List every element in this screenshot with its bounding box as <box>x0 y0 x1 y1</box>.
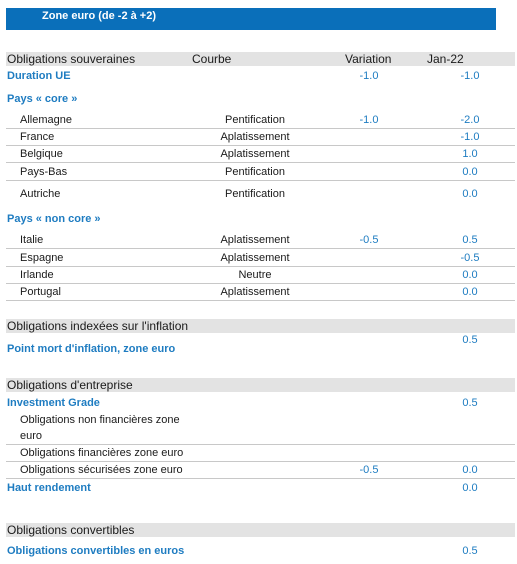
convertibles-item-label: Obligations convertibles en euros <box>7 545 185 557</box>
row-divider <box>6 162 515 163</box>
sec-label: Obligations sécurisées zone euro <box>20 464 183 476</box>
table-banner <box>6 8 496 30</box>
country-label: France <box>20 131 55 143</box>
country-label: Italie <box>20 234 44 246</box>
jan-value: 0.0 <box>462 286 478 298</box>
jan-value: -1.0 <box>460 131 480 143</box>
banner-title: Zone euro (de -2 à +2) <box>42 10 156 22</box>
inflation-item-label: Point mort d'inflation, zone euro <box>7 343 176 355</box>
duration-jan: -1.0 <box>460 70 480 82</box>
country-label: Allemagne <box>20 114 72 126</box>
header-variation: Variation <box>345 52 392 66</box>
hy-jan: 0.0 <box>462 482 478 494</box>
jan-value: 1.0 <box>462 148 478 160</box>
row-divider <box>6 300 515 301</box>
duration-variation: -1.0 <box>359 70 379 82</box>
row-divider <box>6 283 515 284</box>
curve-label: Pentification <box>225 188 285 200</box>
curve-label: Aplatissement <box>220 286 290 298</box>
country-label: Belgique <box>20 148 63 160</box>
variation-value: -1.0 <box>359 114 379 126</box>
country-label: Autriche <box>20 188 61 200</box>
corporate-section-title: Obligations d'entreprise <box>7 378 133 392</box>
curve-label: Pentification <box>225 166 285 178</box>
jan-value: 0.0 <box>462 166 478 178</box>
curve-label: Aplatissement <box>220 252 290 264</box>
row-divider <box>6 248 515 249</box>
header-sovereign: Obligations souveraines <box>7 52 136 66</box>
row-divider <box>6 478 515 479</box>
country-label: Espagne <box>20 252 64 264</box>
curve-label: Aplatissement <box>220 148 290 160</box>
sec-variation: -0.5 <box>359 464 379 476</box>
row-divider <box>6 461 515 462</box>
hy-label: Haut rendement <box>7 482 91 494</box>
core-section-title: Pays « core » <box>7 93 78 105</box>
row-divider <box>6 266 515 267</box>
row-divider <box>6 128 515 129</box>
convertibles-section-title: Obligations convertibles <box>7 523 135 537</box>
variation-value: -0.5 <box>359 234 379 246</box>
fin-label: Obligations financières zone euro <box>20 447 184 459</box>
inflation-section-title: Obligations indexées sur l'inflation <box>7 319 189 333</box>
row-divider <box>6 145 515 146</box>
curve-label: Aplatissement <box>220 234 290 246</box>
curve-label: Aplatissement <box>220 131 290 143</box>
curve-label: Neutre <box>238 269 272 281</box>
jan-value: 0.5 <box>462 234 478 246</box>
country-label: Portugal <box>20 286 61 298</box>
convertibles-jan: 0.5 <box>462 545 478 557</box>
duration-label: Duration UE <box>7 70 71 82</box>
jan-value: -2.0 <box>460 114 480 126</box>
nonfin-label-line1: Obligations non financières zone <box>20 414 180 426</box>
nonfin-label-line2: euro <box>20 430 43 442</box>
ig-label: Investment Grade <box>7 397 100 409</box>
header-curve: Courbe <box>192 52 232 66</box>
noncore-section-title: Pays « non core » <box>7 213 101 225</box>
sec-jan: 0.0 <box>462 464 478 476</box>
row-divider <box>6 444 515 445</box>
jan-value: -0.5 <box>460 252 480 264</box>
jan-value: 0.0 <box>462 269 478 281</box>
curve-label: Pentification <box>225 114 285 126</box>
row-divider <box>6 180 515 181</box>
jan-value: 0.0 <box>462 188 478 200</box>
country-label: Irlande <box>20 269 54 281</box>
ig-jan: 0.5 <box>462 397 478 409</box>
header-jan: Jan-22 <box>427 52 464 66</box>
inflation-jan: 0.5 <box>462 334 478 346</box>
country-label: Pays-Bas <box>20 166 68 178</box>
